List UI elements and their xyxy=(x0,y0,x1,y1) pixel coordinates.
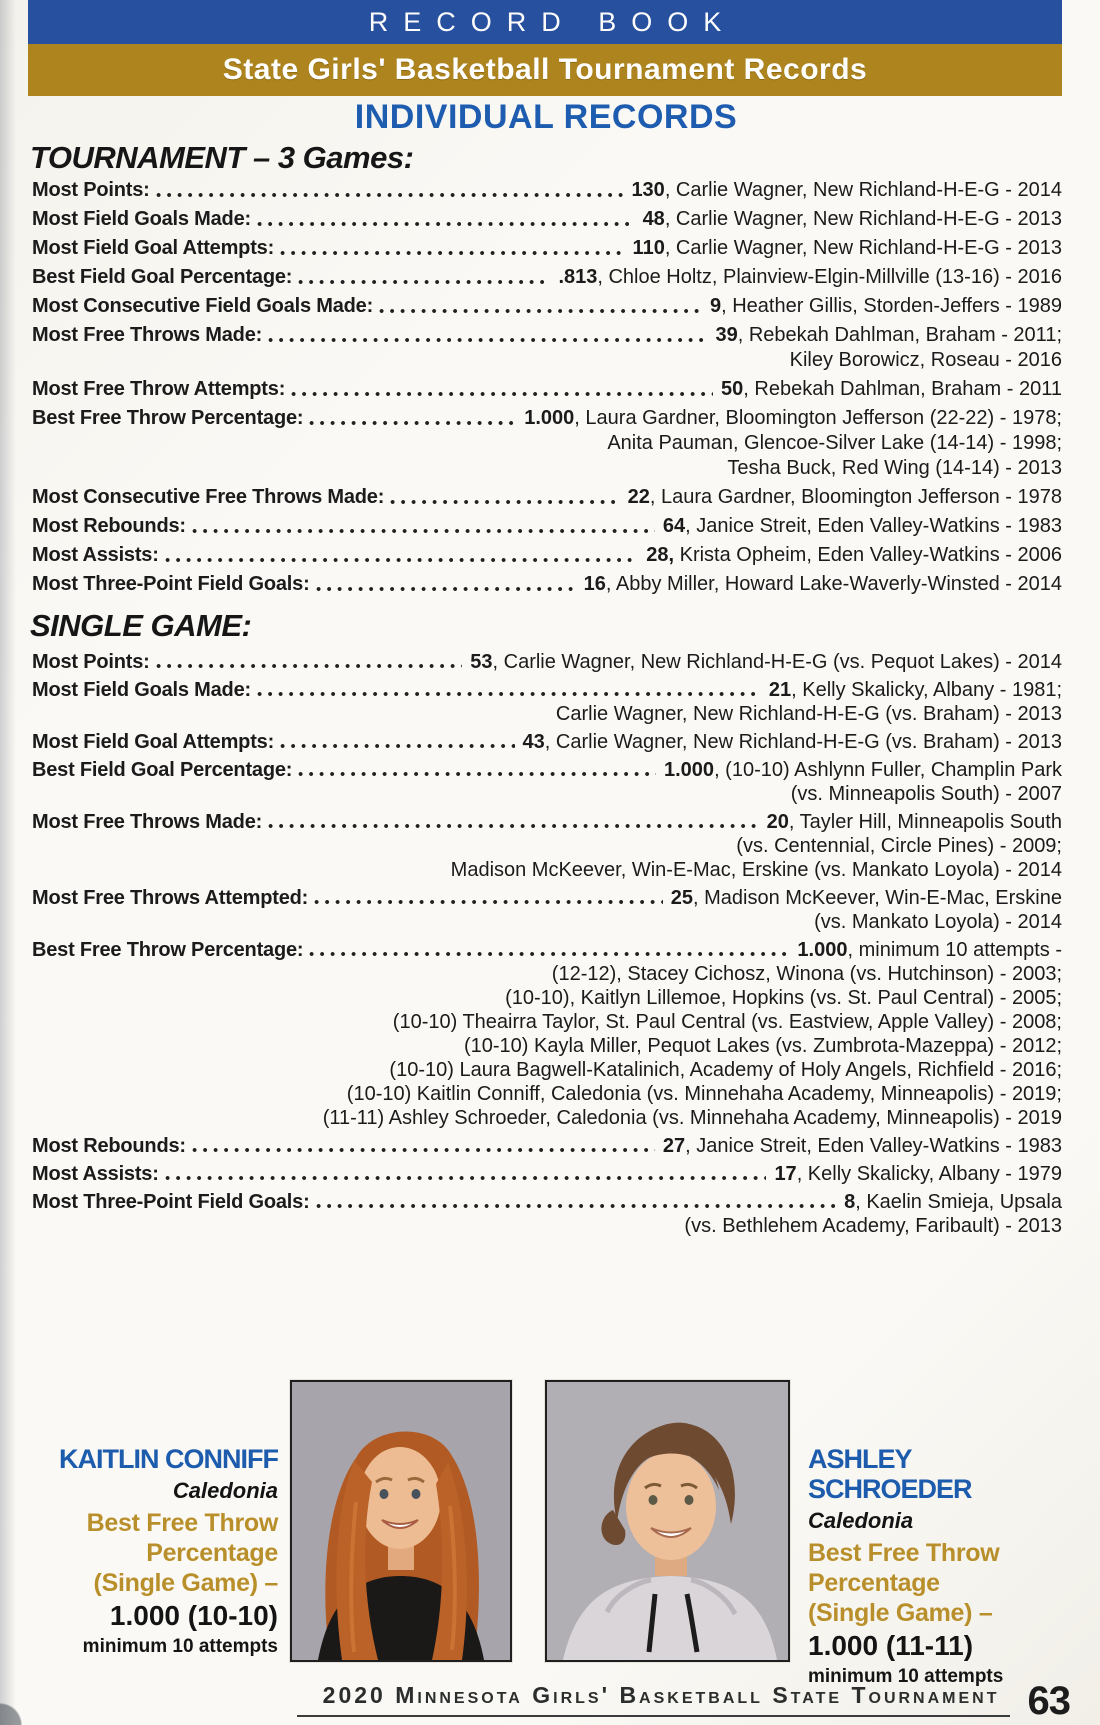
record xyxy=(32,178,1062,203)
dot-leader xyxy=(314,899,663,905)
record-line xyxy=(32,377,1062,402)
record-holder: , Carlie Wagner, New Richland-H-E-G (vs. Braham) - 2013 xyxy=(544,731,1062,753)
record-holder: , Chloe Holtz, Plainview-Elgin-Millville (13-16) - 2016 xyxy=(597,266,1062,288)
record-continuation: (10-10) Laura Bagwell-Katalinich, Academy of Holy Angels, Richfield - 2016; xyxy=(389,1059,1062,1081)
record-line xyxy=(32,294,1062,319)
record-value: 27 xyxy=(662,1135,686,1157)
record xyxy=(32,543,1062,568)
record-line xyxy=(32,543,1062,568)
record-book-banner xyxy=(28,0,1062,44)
record-holder: , Kaelin Smieja, Upsala xyxy=(855,1191,1062,1213)
record-label: Most Points: xyxy=(32,651,150,673)
record-value: 8 xyxy=(844,1191,856,1213)
award-stat: 1.000 (10-10) xyxy=(109,1600,278,1631)
record xyxy=(32,1162,1062,1186)
record-line xyxy=(32,650,1062,674)
record-label: Most Field Goal Attempts: xyxy=(32,237,275,259)
record-continuation: (11-11) Ashley Schroeder, Caledonia (vs. Minnehaha Academy, Minneapolis) - 2019 xyxy=(322,1107,1062,1129)
record-line xyxy=(32,938,1062,962)
profile-caption-ashley-schroeder xyxy=(808,1444,1078,1690)
dot-leader xyxy=(291,391,713,397)
record-label: Most Free Throws Attempted: xyxy=(32,887,309,909)
record-continuation: Kiley Borowicz, Roseau - 2016 xyxy=(789,349,1062,371)
dot-leader xyxy=(257,221,635,227)
record-holder: , Carlie Wagner, New Richland-H-E-G - 2013 xyxy=(664,208,1062,230)
record-value: 130 xyxy=(631,179,665,201)
record-continuation: (vs. Mankato Loyola) - 2014 xyxy=(814,911,1062,933)
record-value: 50 xyxy=(721,378,744,400)
record-value: 39 xyxy=(715,324,738,346)
award-note: minimum 10 attempts xyxy=(82,1636,278,1657)
award-line: Percentage xyxy=(146,1539,278,1567)
record-line xyxy=(32,810,1062,834)
dot-leader xyxy=(268,823,759,829)
record-label: Most Points: xyxy=(32,179,150,201)
record-continuation: (vs. Bethlehem Academy, Faribault) - 2013 xyxy=(684,1215,1062,1237)
record-label: Best Field Goal Percentage: xyxy=(32,266,293,288)
record-line xyxy=(32,265,1062,290)
record-holder: , Rebekah Dahlman, Braham - 2011 xyxy=(743,378,1062,400)
record-line xyxy=(32,323,1062,348)
record-value: 48 xyxy=(642,208,665,230)
record-label: Best Free Throw Percentage: xyxy=(32,939,304,961)
record xyxy=(32,572,1062,597)
record xyxy=(32,207,1062,232)
record-value: 53 xyxy=(470,651,493,673)
record xyxy=(32,1190,1062,1238)
dot-leader xyxy=(379,308,702,314)
dot-leader xyxy=(390,499,619,505)
record-holder: , Kelly Skalicky, Albany - 1981; xyxy=(791,679,1062,701)
award-note: minimum 10 attempts xyxy=(808,1666,1004,1687)
record-line xyxy=(32,758,1062,782)
record-label: Most Rebounds: xyxy=(32,515,186,537)
record-line xyxy=(32,572,1062,597)
record-value: 21 xyxy=(768,679,792,701)
dot-leader xyxy=(165,1175,767,1181)
record-continuation: Carlie Wagner, New Richland-H-E-G (vs. Braham) - 2013 xyxy=(555,703,1062,725)
record-continuation: (10-10) Theairra Taylor, St. Paul Central (vs. Eastview, Apple Valley) - 2008; xyxy=(392,1011,1062,1033)
dot-leader xyxy=(192,1147,655,1153)
record-holder: , Rebekah Dahlman, Braham - 2011; xyxy=(737,324,1062,346)
record-line xyxy=(32,678,1062,702)
record xyxy=(32,406,1062,481)
player-photo-kaitlin-conniff xyxy=(290,1380,512,1662)
award-line: Best Free Throw xyxy=(86,1509,278,1537)
record-label: Most Field Goals Made: xyxy=(32,208,251,230)
record-line xyxy=(32,1134,1062,1158)
record-label: Most Three-Point Field Goals: xyxy=(32,573,310,595)
record-holder: , Janice Streit, Eden Valley-Watkins - 1983 xyxy=(685,515,1062,537)
record-holder: , Tayler Hill, Minneapolis South xyxy=(788,811,1062,833)
record xyxy=(32,294,1062,319)
record-value: 110 xyxy=(632,237,665,259)
record-value: 43 xyxy=(522,731,545,753)
dot-leader xyxy=(257,691,761,697)
page-number: 63 xyxy=(1027,1679,1070,1723)
award-line: Percentage xyxy=(808,1569,940,1597)
record xyxy=(32,758,1062,806)
record xyxy=(32,650,1062,674)
record-label: Best Field Goal Percentage: xyxy=(32,759,293,781)
record-continuation: Anita Pauman, Glencoe-Silver Lake (14-14) - 1998; xyxy=(607,432,1062,454)
award-stat: 1.000 (11-11) xyxy=(808,1630,974,1661)
record-value: 1.000 xyxy=(664,759,715,781)
profile-caption-kaitlin-conniff xyxy=(30,1444,278,1660)
record-value: 20 xyxy=(766,811,789,833)
page-footer xyxy=(30,1679,1070,1723)
dot-leader xyxy=(192,528,655,534)
record-holder: , Carlie Wagner, New Richland-H-E-G - 2014 xyxy=(664,179,1062,201)
record-label: Most Assists: xyxy=(32,544,159,566)
record-holder: , Laura Gardner, Bloomington Jefferson - 1978 xyxy=(649,486,1062,508)
record xyxy=(32,514,1062,539)
record xyxy=(32,938,1062,1130)
record-label: Most Consecutive Field Goals Made: xyxy=(32,295,374,317)
record xyxy=(32,810,1062,882)
record-value: 9 xyxy=(709,295,722,317)
record-line xyxy=(32,485,1062,510)
award-line: Best Free Throw xyxy=(808,1539,1000,1567)
record-line xyxy=(32,236,1062,261)
record-value: 28, xyxy=(646,544,675,566)
record-line xyxy=(32,730,1062,754)
record xyxy=(32,236,1062,261)
record-continuation: (10-10) Kaitlin Conniff, Caledonia (vs. Minnehaha Academy, Minneapolis) - 2019; xyxy=(346,1083,1062,1105)
record-continuation: (vs. Centennial, Circle Pines) - 2009; xyxy=(736,835,1062,857)
record xyxy=(32,1134,1062,1158)
record-holder: Krista Opheim, Eden Valley-Watkins - 2006 xyxy=(674,544,1062,566)
record-value: 17 xyxy=(774,1163,797,1185)
tournament-section-heading: TOURNAMENT – 3 Games: xyxy=(30,140,414,175)
record-label: Most Field Goals Made: xyxy=(32,679,251,701)
player-photo-ashley-schroeder xyxy=(545,1380,790,1662)
record-value: 1.000 xyxy=(524,407,575,429)
dot-leader xyxy=(280,250,625,256)
single-game-section-heading: SINGLE GAME: xyxy=(30,608,252,643)
dot-leader xyxy=(298,771,656,777)
record xyxy=(32,323,1062,373)
record-continuation: Tesha Buck, Red Wing (14-14) - 2013 xyxy=(727,457,1062,479)
dot-leader xyxy=(165,557,639,563)
portrait-illustration xyxy=(547,1382,788,1660)
record-continuation: (12-12), Stacey Cichosz, Winona (vs. Hutchinson) - 2003; xyxy=(551,963,1062,985)
record-continuation: Madison McKeever, Win-E-Mac, Erskine (vs. Mankato Loyola) - 2014 xyxy=(450,859,1062,881)
record-label: Most Free Throws Made: xyxy=(32,811,263,833)
dot-leader xyxy=(280,743,515,749)
record xyxy=(32,485,1062,510)
player-school: Caledonia xyxy=(808,1508,914,1533)
record-label: Most Rebounds: xyxy=(32,1135,186,1157)
record-holder: , Kelly Skalicky, Albany - 1979 xyxy=(796,1163,1062,1185)
tournament-records-banner xyxy=(28,44,1062,96)
single-game-records-list xyxy=(32,650,1062,1242)
record-label: Most Free Throws Made: xyxy=(32,324,263,346)
record-holder: , (10-10) Ashlynn Fuller, Champlin Park xyxy=(714,759,1062,781)
record-continuation: (vs. Minneapolis South) - 2007 xyxy=(790,783,1062,805)
dot-leader xyxy=(309,951,789,957)
scan-corner-artifact xyxy=(0,1703,30,1725)
record-line xyxy=(32,207,1062,232)
record-holder: , Abby Miller, Howard Lake-Waverly-Winsted - 2014 xyxy=(605,573,1062,595)
award-line: (Single Game) – xyxy=(93,1569,278,1597)
record-continuation: (10-10), Kaitlyn Lillemoe, Hopkins (vs. St. Paul Central) - 2005; xyxy=(505,987,1062,1009)
dot-leader xyxy=(156,663,463,669)
dot-leader xyxy=(316,1203,837,1209)
record xyxy=(32,730,1062,754)
record-line xyxy=(32,406,1062,431)
record-holder: , minimum 10 attempts - xyxy=(847,939,1062,961)
record-holder: , Carlie Wagner, New Richland-H-E-G (vs. Pequot Lakes) - 2014 xyxy=(492,651,1062,673)
record-line xyxy=(32,1190,1062,1214)
record-holder: , Janice Streit, Eden Valley-Watkins - 1983 xyxy=(685,1135,1062,1157)
player-school: Caledonia xyxy=(172,1478,278,1503)
record-value: .813 xyxy=(558,266,598,288)
record xyxy=(32,377,1062,402)
record-continuation: (10-10) Kayla Miller, Pequot Lakes (vs. Zumbrota-Mazeppa) - 2012; xyxy=(463,1035,1062,1057)
record-label: Most Consecutive Free Throws Made: xyxy=(32,486,385,508)
record xyxy=(32,886,1062,934)
record-holder: , Carlie Wagner, New Richland-H-E-G - 2013 xyxy=(664,237,1062,259)
record-line xyxy=(32,514,1062,539)
dot-leader xyxy=(316,586,576,592)
tournament-records-list xyxy=(32,178,1062,601)
record-value: 64 xyxy=(662,515,686,537)
record-label: Best Free Throw Percentage: xyxy=(32,407,304,429)
dot-leader xyxy=(309,420,516,426)
award-line: (Single Game) – xyxy=(808,1599,993,1627)
record-value: 16 xyxy=(583,573,606,595)
record xyxy=(32,678,1062,726)
record-line xyxy=(32,178,1062,203)
dot-leader xyxy=(268,337,707,343)
record-value: 22 xyxy=(627,486,650,508)
dot-leader xyxy=(298,279,550,285)
player-name: ASHLEY SCHROEDER xyxy=(808,1444,972,1504)
record-line xyxy=(32,1162,1062,1186)
record-value: 1.000 xyxy=(797,939,848,961)
tournament-records-banner-title: State Girls' Basketball Tournament Records xyxy=(222,53,868,86)
dot-leader xyxy=(156,192,624,198)
portrait-illustration xyxy=(292,1382,510,1660)
record-label: Most Field Goal Attempts: xyxy=(32,731,275,753)
player-profiles-row xyxy=(0,1378,1100,1687)
record-value: 25 xyxy=(670,887,693,909)
player-name: KAITLIN CONNIFF xyxy=(59,1444,278,1474)
record-label: Most Free Throw Attempts: xyxy=(32,378,286,400)
record-holder: , Laura Gardner, Bloomington Jefferson (22-22) - 1978; xyxy=(574,407,1062,429)
record-holder: , Heather Gillis, Storden-Jeffers - 1989 xyxy=(721,295,1062,317)
individual-records-heading: INDIVIDUAL RECORDS xyxy=(354,98,738,136)
record-line xyxy=(32,886,1062,910)
record-label: Most Three-Point Field Goals: xyxy=(32,1191,310,1213)
record-holder: , Madison McKeever, Win-E-Mac, Erskine xyxy=(693,887,1062,909)
footer-title: 2020 Minnesota Girls' Basketball State Tournament xyxy=(297,1682,1010,1717)
record xyxy=(32,265,1062,290)
record-label: Most Assists: xyxy=(32,1163,159,1185)
record-book-title: RECORD BOOK xyxy=(368,6,737,37)
